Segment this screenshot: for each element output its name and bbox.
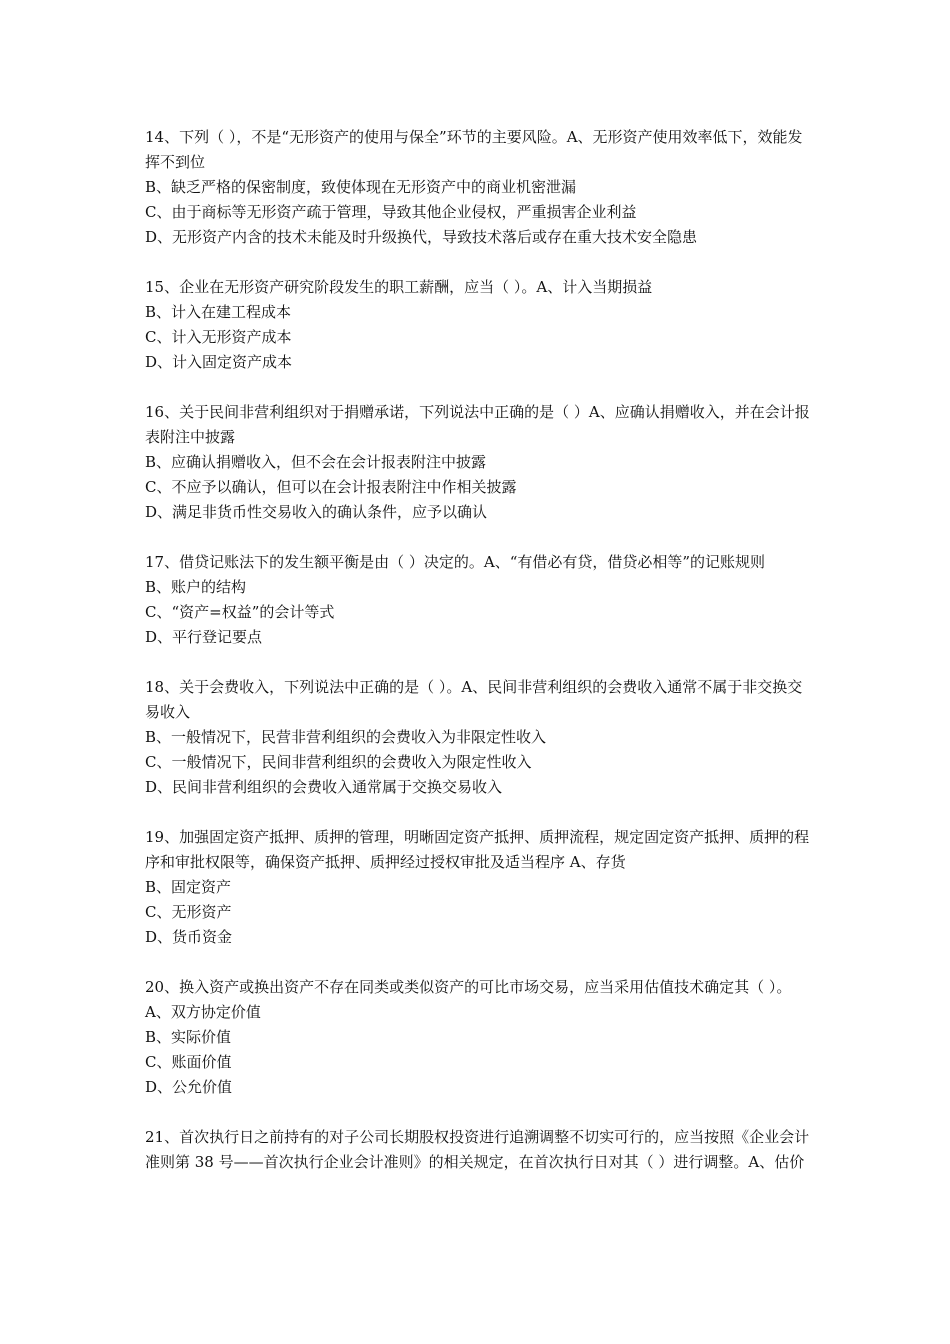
question-21 <box>145 1125 810 1175</box>
question-text: 21、首次执行日之前持有的对子公司长期股权投资进行追溯调整不切实可行的，应当按照《企业会计准则第 38 号——首次执行企业会计准则》的相关规定，在首次执行日对其（ ）进行调整。A、估价 <box>145 1128 810 1171</box>
question-text: 15、企业在无形资产研究阶段发生的职工薪酬，应当（ ）。A、计入当期损益 <box>145 278 653 296</box>
option-b: B、固定资产 <box>145 878 232 896</box>
option-b: B、实际价值 <box>145 1028 232 1046</box>
question-20 <box>145 975 810 1100</box>
option-d: D、满足非货币性交易收入的确认条件，应予以确认 <box>145 503 488 521</box>
question-14 <box>145 125 810 250</box>
option-d: D、货币资金 <box>145 928 233 946</box>
document-page <box>145 125 810 1200</box>
option-c: C、无形资产 <box>145 903 232 921</box>
question-text: 16、关于民间非营利组织对于捐赠承诺，下列说法中正确的是（ ）A、应确认捐赠收入，并在会计报表附注中披露 <box>145 403 810 446</box>
question-text: 17、借贷记账法下的发生额平衡是由（ ）决定的。A、“有借必有贷，借贷必相等”的记账规则 <box>145 553 766 571</box>
option-d: D、计入固定资产成本 <box>145 353 293 371</box>
question-text: 14、下列（ ），不是“无形资产的使用与保全”环节的主要风险。A、无形资产使用效率低下，效能发挥不到位 <box>145 128 803 171</box>
option-d: D、公允价值 <box>145 1078 233 1096</box>
question-19 <box>145 825 810 950</box>
option-c: C、一般情况下，民间非营利组织的会费收入为限定性收入 <box>145 753 532 771</box>
question-15 <box>145 275 810 375</box>
question-text: 18、关于会费收入，下列说法中正确的是（ ）。A、民间非营利组织的会费收入通常不属于非交换交易收入 <box>145 678 803 721</box>
question-16 <box>145 400 810 525</box>
option-c: C、不应予以确认，但可以在会计报表附注中作相关披露 <box>145 478 517 496</box>
option-c: C、计入无形资产成本 <box>145 328 292 346</box>
option-d: D、民间非营利组织的会费收入通常属于交换交易收入 <box>145 778 503 796</box>
option-b: B、一般情况下，民营非营利组织的会费收入为非限定性收入 <box>145 728 547 746</box>
question-text: 20、换入资产或换出资产不存在同类或类似资产的可比市场交易，应当采用估值技术确定其（ ）。A、双方协定价值 <box>145 978 792 1021</box>
option-b: B、缺乏严格的保密制度，致使体现在无形资产中的商业机密泄漏 <box>145 178 577 196</box>
option-b: B、计入在建工程成本 <box>145 303 292 321</box>
question-text: 19、加强固定资产抵押、质押的管理，明晰固定资产抵押、质押流程，规定固定资产抵押、质押的程序和审批权限等，确保资产抵押、质押经过授权审批及适当程序 A、存货 <box>145 828 810 871</box>
option-d: D、平行登记要点 <box>145 628 263 646</box>
option-b: B、应确认捐赠收入，但不会在会计报表附注中披露 <box>145 453 487 471</box>
question-18 <box>145 675 810 800</box>
option-b: B、账户的结构 <box>145 578 247 596</box>
option-c: C、“资产=权益”的会计等式 <box>145 603 335 621</box>
option-c: C、账面价值 <box>145 1053 232 1071</box>
question-17 <box>145 550 810 650</box>
option-c: C、由于商标等无形资产疏于管理，导致其他企业侵权，严重损害企业利益 <box>145 203 637 221</box>
option-d: D、无形资产内含的技术未能及时升级换代，导致技术落后或存在重大技术安全隐患 <box>145 228 698 246</box>
